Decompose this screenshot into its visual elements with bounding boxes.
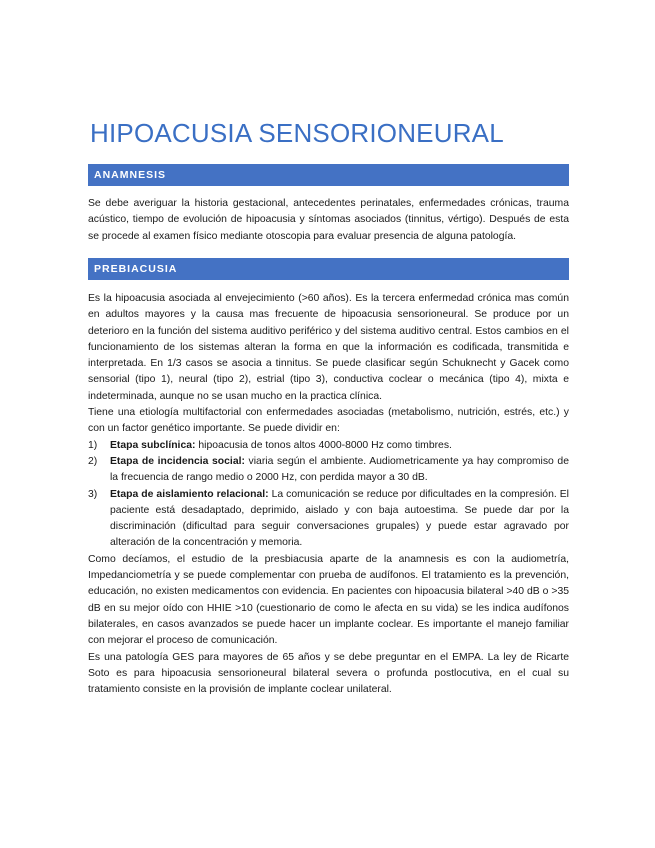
stage-text: hipoacusia de tonos altos 4000-8000 Hz como timbres. <box>195 439 452 451</box>
list-item <box>88 454 569 487</box>
list-number: 1) <box>88 439 98 451</box>
section-heading-anamnesis: ANAMNESIS <box>88 164 569 186</box>
stage-label: Etapa subclínica: <box>110 439 196 451</box>
paragraph: Tiene una etiología multifactorial con enfermedades asociadas (metabolismo, nutrición, estrés, etc.) y con un factor genético importante. Se puede dividir en: <box>88 407 569 435</box>
paragraph: Es la hipoacusia asociada al envejecimiento (>60 años). Es la tercera enfermedad crónica mas común en adultos mayores y la causa mas frecuente de hipoacusia sensorioneural. Se produce por un deterioro en la función del sistema auditivo periférico y del sistema auditivo central. Estos cambios en el funcionamiento de los sistemas alteran la forma en que la información es codificada, transmitida e interpretada. En 1/3 casos se asocia a tinnitus. Se puede clasificar según Schuknecht y Gacek como sensorial (tipo 1), neural (tipo 2), estrial (tipo 3), conductiva coclear o mecánica (tipo 4), mixta e indeterminada, aunque no se usan mucho en la practica clínica. <box>88 293 569 402</box>
stage-text: La comunicación se reduce por dificultades en la compresión. El paciente está desadaptado, deprimido, aislado y con baja autoestima. Se puede dar por la discriminación (dificultad para seguir conversaciones grupales) y puede estar agravado por alteración de la concentración y memoria. <box>110 488 569 549</box>
list-number: 2) <box>88 455 98 467</box>
section-heading-prebiacusia: PREBIACUSIA <box>88 258 569 280</box>
stages-list <box>88 438 569 552</box>
paragraph: Como decíamos, el estudio de la presbiacusia aparte de la anamnesis es con la audiometría, Impedanciometría y se puede complementar con prueba de audífonos. El tratamiento es la prevención, educación, no existen medicamentos con evidencia. En pacientes con hipoacusia bilateral >40 dB o >35 dB en su mejor oído con HHIE >10 (cuestionario de como le afecta en su vida) se les indica audífonos bilaterales, en casos avanzados se puede hacer un implante coclear. Es importante el manejo familiar con mejorar el proceso de comunicación. <box>88 553 569 647</box>
section-body-prebiacusia <box>88 291 569 698</box>
list-item <box>88 438 569 454</box>
section-body-anamnesis <box>88 196 569 245</box>
paragraph: Se debe averiguar la historia gestacional, antecedentes perinatales, enfermedades crónicas, trauma acústico, tiempo de evolución de hipoacusia y síntomas asociados (tinnitus, vértigo). Después de esta se procede al examen físico mediante otoscopia para evaluar presencia de alguna patología. <box>88 198 569 242</box>
stage-text: viaria según el ambiente. Audiometricamente ya hay compromiso de la frecuencia de rango medio o 2000 Hz, con perdida mayor a 30 dB. <box>110 455 569 484</box>
list-item <box>88 487 569 552</box>
list-number: 3) <box>88 488 98 500</box>
stage-label: Etapa de incidencia social: <box>110 455 245 467</box>
stage-label: Etapa de aislamiento relacional: <box>110 488 269 500</box>
paragraph: Es una patología GES para mayores de 65 años y se debe preguntar en el EMPA. La ley de Ricarte Soto es para hipoacusia sensorioneural bilateral severa o profunda postlocutiva, en el cual su tratamiento consiste en la provisión de implante coclear unilateral. <box>88 651 569 696</box>
page-title: HIPOACUSIA SENSORIONEURAL <box>90 118 504 148</box>
